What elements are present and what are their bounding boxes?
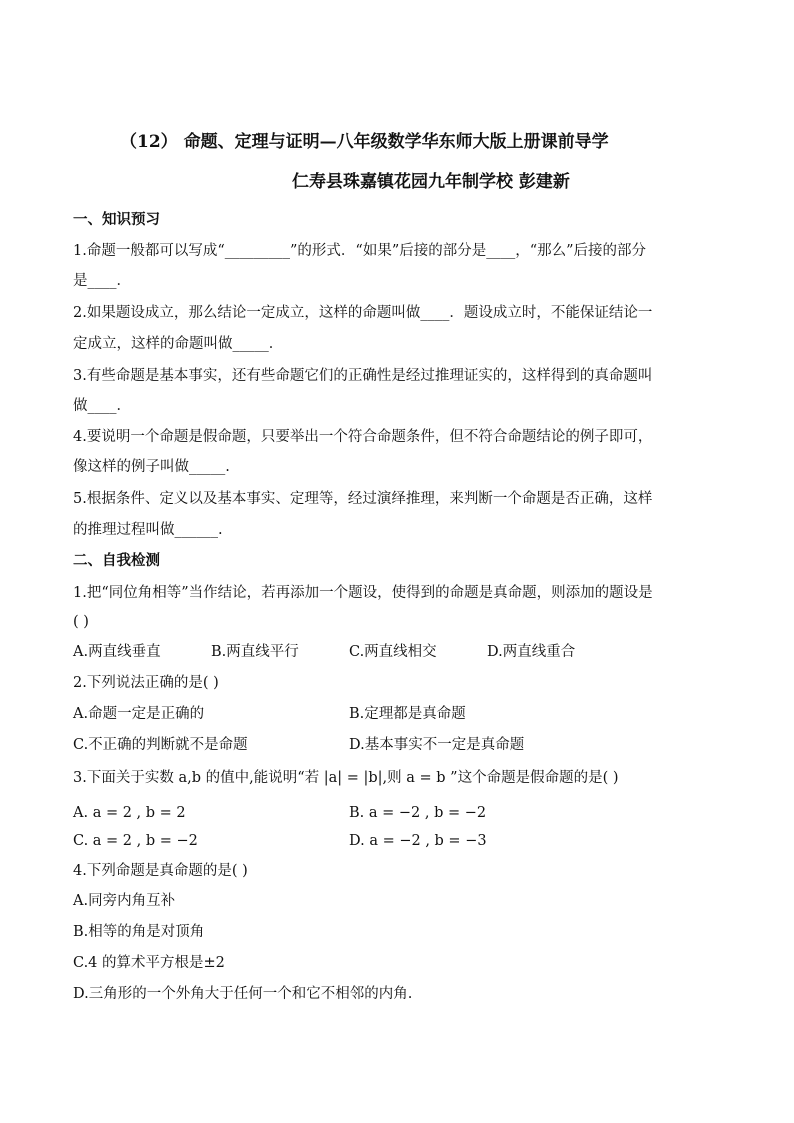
preview-q1-line2: 是____．: [73, 273, 131, 289]
selfcheck-q1-option-a: A.两直线垂直: [73, 644, 161, 660]
selfcheck-q2-option-a: A.命题一定是正确的: [73, 706, 205, 722]
preview-q2-line1: 2.如果题设成立，那么结论一定成立，这样的命题叫做____．题设成立时，不能保证结论一: [73, 305, 653, 321]
section-heading-preview: 一、知识预习: [73, 211, 160, 228]
preview-q2-line2: 定成立，这样的命题叫做_____．: [73, 336, 284, 352]
selfcheck-q2-option-b: B.定理都是真命题: [349, 706, 466, 722]
section-heading-selfcheck: 二、自我检测: [73, 552, 160, 569]
selfcheck-q1-line1: 1.把“同位角相等”当作结论，若再添加一个题设，使得到的命题是真命题，则添加的题设是: [73, 585, 653, 601]
selfcheck-q2-stem: 2.下列说法正确的是( ): [73, 675, 219, 691]
selfcheck-q4-option-d: D.三角形的一个外角大于任何一个和它不相邻的内角.: [73, 986, 413, 1002]
preview-q1-line1: 1.命题一般都可以写成“_________”的形式．“如果”后接的部分是____，“那么”后接的部分: [73, 243, 647, 259]
document-title: （12） 命题、定理与证明—八年级数学华东师大版上册课前导学: [120, 132, 609, 152]
preview-q3-line2: 做____．: [73, 398, 131, 414]
document-author: 仁寿县珠嘉镇花园九年制学校 彭建新: [292, 172, 570, 192]
preview-q5-line1: 5.根据条件、定义以及基本事实、定理等，经过演绎推理，来判断一个命题是否正确，这样: [73, 491, 653, 507]
selfcheck-q3-option-b: B. a = −2 , b = −2: [349, 805, 487, 821]
selfcheck-q3-option-c: C. a = 2 , b = −2: [73, 833, 198, 849]
selfcheck-q1-option-d: D.两直线重合: [487, 644, 576, 660]
selfcheck-q4-option-b: B.相等的角是对顶角: [73, 924, 205, 940]
selfcheck-q3-option-d: D. a = −2 , b = −3: [349, 833, 487, 849]
selfcheck-q2-option-c: C.不正确的判断就不是命题: [73, 737, 248, 753]
selfcheck-q3-stem: 3.下面关于实数 a,b 的值中,能说明“若 |a| = |b|,则 a = b ”这个命题是假命题的是( ): [73, 770, 619, 786]
selfcheck-q4-option-c: C.4 的算术平方根是±2: [73, 955, 225, 971]
selfcheck-q1-option-c: C.两直线相交: [349, 644, 437, 660]
selfcheck-q1-line2: ( ): [73, 614, 89, 630]
preview-q4-line2: 像这样的例子叫做_____.: [73, 459, 230, 475]
selfcheck-q2-option-d: D.基本事实不一定是真命题: [349, 737, 525, 753]
selfcheck-q3-option-a: A. a = 2 , b = 2: [73, 805, 186, 821]
preview-q3-line1: 3.有些命题是基本事实，还有些命题它们的正确性是经过推理证实的，这样得到的真命题叫: [73, 368, 653, 384]
selfcheck-q4-option-a: A.同旁内角互补: [73, 893, 176, 909]
preview-q5-line2: 的推理过程叫做______.: [73, 522, 223, 538]
selfcheck-q1-option-b: B.两直线平行: [211, 644, 299, 660]
preview-q4-line1: 4.要说明一个命题是假命题，只要举出一个符合命题条件，但不符合命题结论的例子即可，: [73, 429, 653, 445]
selfcheck-q4-stem: 4.下列命题是真命题的是( ): [73, 863, 248, 879]
